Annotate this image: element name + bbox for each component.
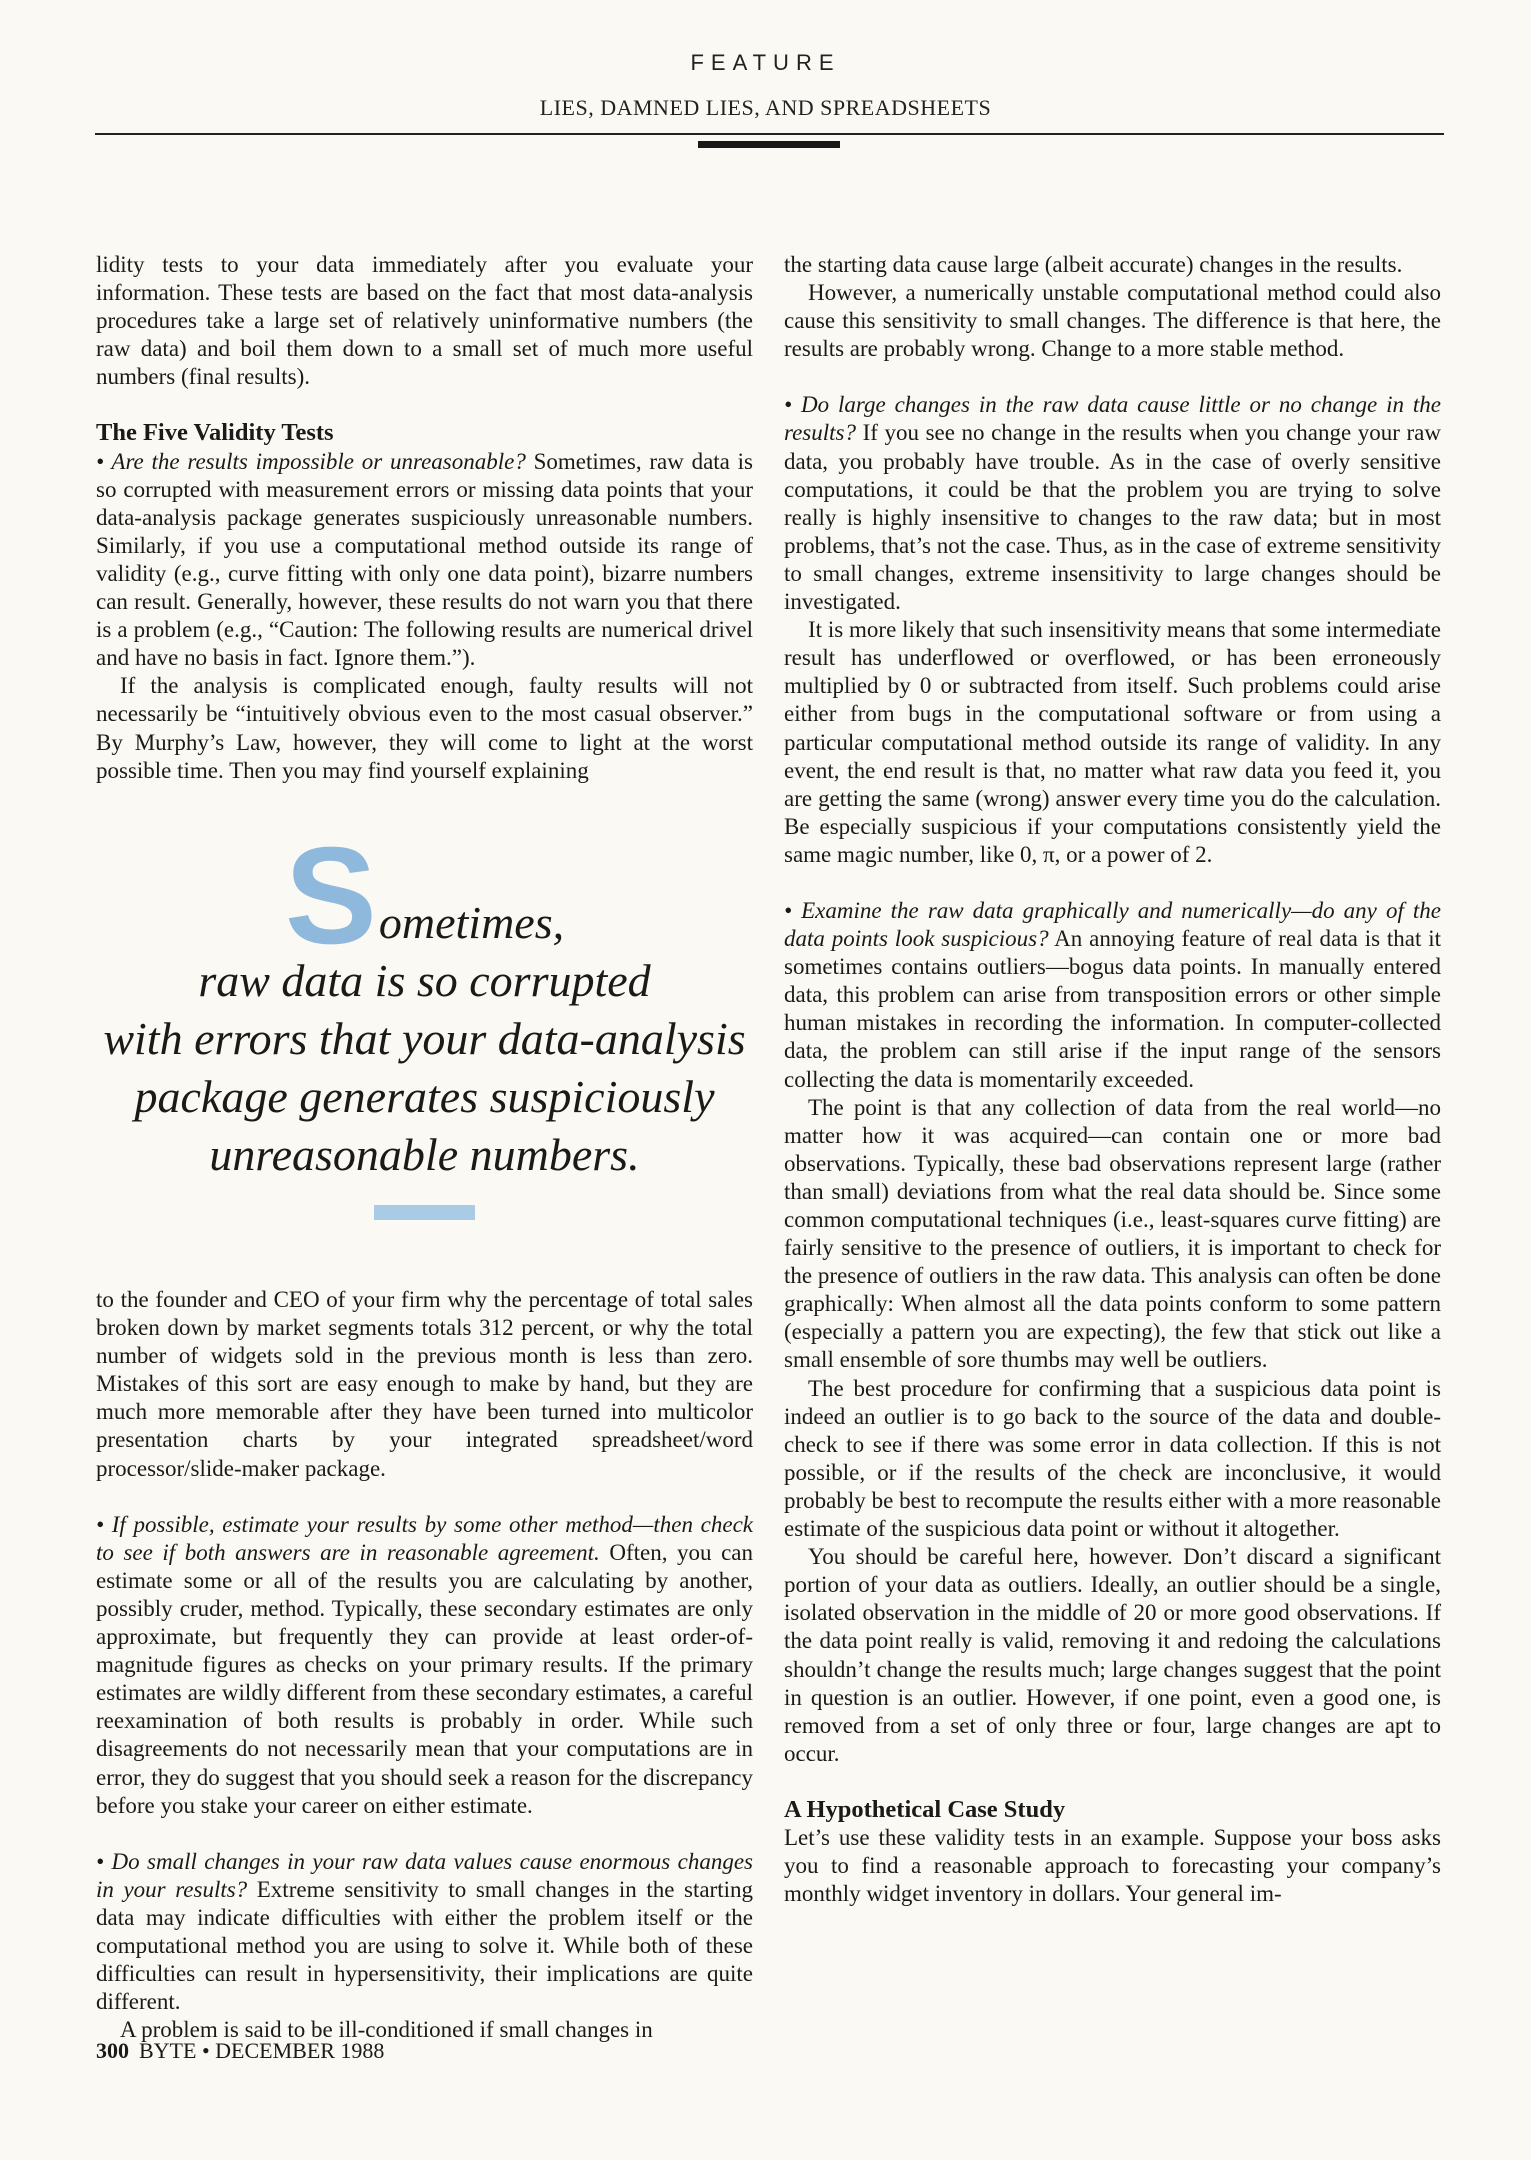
page-number: 300 [96, 2038, 129, 2063]
column-left-top [96, 251, 753, 785]
test-body: If you see no change in the results when you change your raw data, you probably have trouble. As in the case of overly sensitive computations, it could be that the problem you are trying to solve really is highly insensitive to changes to the raw data; but in most problems, that’s not the case. Thus, as in the case of extreme sensitivity to small changes, extreme insensitivity to large changes should be investigated. [784, 420, 1441, 615]
paragraph: It is more likely that such insensitivity means that some intermediate result has underflowed or overflowed, or has been erroneously multiplied by 0 or subtracted from itself. Such problems could arise either from bugs in the computational software or from using a particular computational method outside its range of validity. In any event, the end result is that, no matter what raw data you feed it, you are getting the same (wrong) answer every time you do the calculation. Be especially suspicious if your computations consistently yield the same magic number, like 0, π, or a power of 2. [784, 617, 1441, 867]
pull-quote-text: ometimes, [378, 897, 565, 948]
paragraph: the starting data cause large (albeit accurate) changes in the results. [784, 252, 1403, 277]
column-left-bottom [96, 1286, 753, 2044]
test-body: Extreme sensitivity to small changes in the starting data may indicate difficulties with either the problem itself or the computational method you are using to solve it. While both of these difficulties can result in hypersensitivity, their implications are quite different. [96, 1876, 753, 2015]
paragraph: You should be careful here, however. Don’t discard a significant portion of your data as outliers. Ideally, an outlier should be a single, isolated observation in the middle of 20 or more good observations. If the data point really is valid, removing it and redoing the calculations shouldn’t change the results much; large changes suggest that the point in question is an outlier. However, if one point, even a good one, is removed from a set of only three or four, large changes are apt to occur. [784, 1544, 1441, 1766]
pull-quote-first-line [96, 819, 753, 973]
section-heading: The Five Validity Tests [96, 419, 334, 447]
pull-quote [96, 819, 753, 1184]
column-right [784, 251, 1441, 1908]
test-lead: • If possible, estimate your results by some other method—then check to see if both answers are in reasonable agreement. [96, 1511, 753, 1565]
pull-quote-mark [374, 1205, 475, 1220]
test-lead: • Do small changes in your raw data values cause enormous changes in your results? [96, 1848, 753, 1902]
test-paragraph [96, 448, 753, 673]
paragraph: However, a numerically unstable computational method could also cause this sensitivity to small changes. The difference is that here, the results are probably wrong. Change to a more stable method. [784, 280, 1441, 362]
test-lead: • Examine the raw data graphically and numerically—do any of the data points look suspicious? [784, 897, 1441, 952]
paragraph: Let’s use these validity tests in an example. Suppose your boss asks you to find a reasonable approach to forecasting your company’s monthly widget inventory in dollars. Your general im- [784, 1824, 1441, 1907]
header-rule [95, 133, 1444, 135]
paragraph: The best procedure for confirming that a suspicious data point is indeed an outlier is to go back to the source of the data and double-check to see if there was some error in data collection. If this is not possible, or if the results of the check are inconclusive, it would probably be best to recompute the results either with a more reasonable estimate of the suspicious data point or without it altogether. [784, 1375, 1441, 1542]
page-footer [96, 2038, 384, 2064]
pull-quote-line: package generates suspiciously [134, 1071, 715, 1122]
section-heading: A Hypothetical Case Study [784, 1795, 1066, 1823]
test-body: Sometimes, raw data is so corrupted with measurement errors or missing data points that your data-analysis package generates suspiciously unreasonable numbers. Similarly, if you use a computational method outside its range of validity (e.g., curve fitting with only one data point), bizarre numbers can result. Generally, however, these results do not warn you that there is a problem (e.g., “Caution: The following results are numerical drivel and have no basis in fact. Ignore them.”). [96, 448, 753, 671]
test-lead: • Do large changes in the raw data cause little or no change in the results? [784, 392, 1441, 446]
pull-quote-line: raw data is so corrupted [198, 955, 651, 1006]
test-body: An annoying feature of real data is that it sometimes contains outliers—bogus data points. In manually entered data, this problem can arise from transposition errors or other simple human mistakes in recording the information. In computer-collected data, the problem can still arise if the input range of the sensors collecting the data is momentarily exceeded. [784, 926, 1441, 1092]
pull-quote-line: unreasonable numbers. [209, 1129, 640, 1180]
test-paragraph [784, 897, 1441, 1094]
magazine-issue: BYTE • DECEMBER 1988 [139, 2038, 385, 2063]
pull-quote-line: with errors that your data-analysis [103, 1013, 746, 1064]
paragraph: A problem is said to be ill-conditioned if small changes in [120, 2017, 653, 2043]
test-lead: • Are the results impossible or unreasonable? [96, 448, 526, 474]
test-body: Often, you can estimate some or all of the results you are calculating by another, possibly cruder, method. Typically, these secondary estimates are only approximate, but frequently they can provide at least order-of-magnitude figures as checks on your primary results. If the primary estimates are wildly different from these secondary estimates, a careful reexamination of both results is probably in order. While such disagreements do not necessarily mean that your computations are in error, they do suggest that you should seek a reason for the discrepancy before you stake your career on either estimate. [96, 1539, 753, 1818]
paragraph: The point is that any collection of data from the real world—no matter how it was acquired—can contain one or more bad observations. Typically, these bad observations represent large (rather than small) deviations from what the real data should be. Since some common computational techniques (i.e., least-squares curve fitting) are fairly sensitive to the presence of outliers, it is important to check for the presence of outliers in the raw data. This analysis can often be done graphically: When almost all the data points conform to some pattern (especially a pattern you are expecting), the few that stick out like a small ensemble of sore thumbs may well be outliers. [784, 1094, 1441, 1373]
paragraph: lidity tests to your data immediately after you evaluate your information. These tests are based on the fact that most data-analysis procedures take a large set of relatively uninformative numbers (the raw data) and boil them down to a small set of much more useful numbers (final results). [96, 252, 753, 390]
paragraph: to the founder and CEO of your firm why the percentage of total sales broken down by market segments totals 312 percent, or why the total number of widgets sold in the previous month is less than zero. Mistakes of this sort are easy enough to make by hand, but they are much more memorable after they have been turned into multicolor presentation charts by your integrated spreadsheet/word processor/slide-maker package. [96, 1287, 753, 1481]
drop-cap: S [284, 819, 377, 973]
test-paragraph [784, 391, 1441, 616]
test-paragraph [96, 1848, 753, 2017]
running-title: LIES, DAMNED LIES, AND SPREADSHEETS [539, 95, 992, 120]
test-paragraph [96, 1511, 753, 1820]
section-label: FEATURE [690, 50, 841, 75]
paragraph: If the analysis is complicated enough, faulty results will not necessarily be “intuitively obvious even to the most casual observer.” By Murphy’s Law, however, they will come to light at the worst possible time. Then you may find yourself explaining [96, 673, 753, 783]
header-bar [698, 141, 840, 148]
